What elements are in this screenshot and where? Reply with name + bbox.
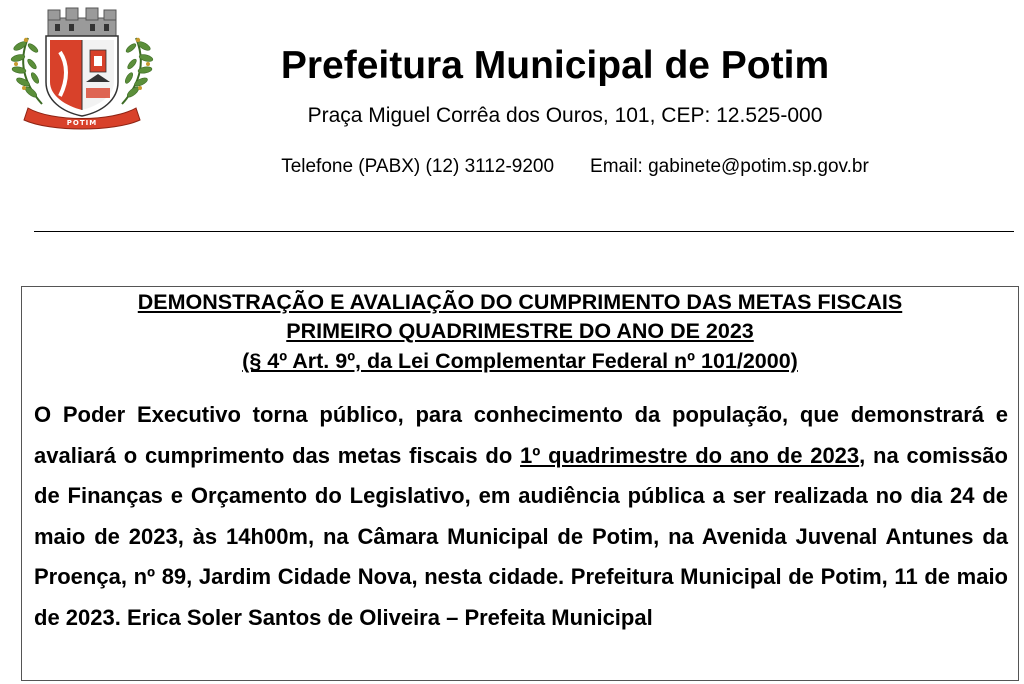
notice-heading-line-3: (§ 4º Art. 9º, da Lei Complementar Federal nº 101/2000) [242, 349, 798, 373]
crest-ribbon-label: POTIM [66, 119, 98, 127]
page-title: Prefeitura Municipal de Potim [280, 44, 830, 87]
right-branch-icon [122, 38, 154, 104]
notice-heading-line-2: PRIMEIRO QUADRIMESTRE DO ANO DE 2023 [286, 319, 754, 343]
header-divider [34, 231, 1014, 232]
notice-body [34, 395, 1008, 638]
contact-line [150, 155, 1000, 179]
email-text: Email: gabinete@potim.sp.gov.br [590, 156, 869, 177]
notice-box [21, 286, 1019, 681]
notice-heading-line-1: DEMONSTRAÇÃO E AVALIAÇÃO DO CUMPRIMENTO DAS METAS FISCAIS [137, 290, 903, 314]
municipal-crest-logo [6, 4, 158, 134]
phone-text: Telefone (PABX) (12) 3112-9200 [281, 156, 555, 177]
notice-body-underlined: 1º quadrimestre do ano de 2023 [520, 442, 860, 468]
shield-icon [46, 36, 118, 116]
notice-body-part-2: , na comissão de Finanças e Orçamento do Legislativo, em audiência pública a ser realizada no dia 24 de maio de 2023, às 14h00m, na Câmara Municipal de Potim, na Avenida Juvenal Antunes da Proença, nº 89, Jardim Cidade Nova, nesta cidade. Prefeitura Municipal de Potim, 11 de maio de 2023. Erica Soler Santos de Oliveira – Prefeita Municipal [34, 442, 1008, 630]
left-branch-icon [10, 38, 42, 104]
address-line: Praça Miguel Corrêa dos Ouros, 101, CEP: 12.525-000 [307, 104, 823, 127]
notice-body-part-1: O Poder Executivo torna público, para conhecimento da população, que demonstrará e avaliará o cumprimento das metas fiscais do [34, 402, 1008, 468]
mural-crown-icon [48, 8, 116, 36]
